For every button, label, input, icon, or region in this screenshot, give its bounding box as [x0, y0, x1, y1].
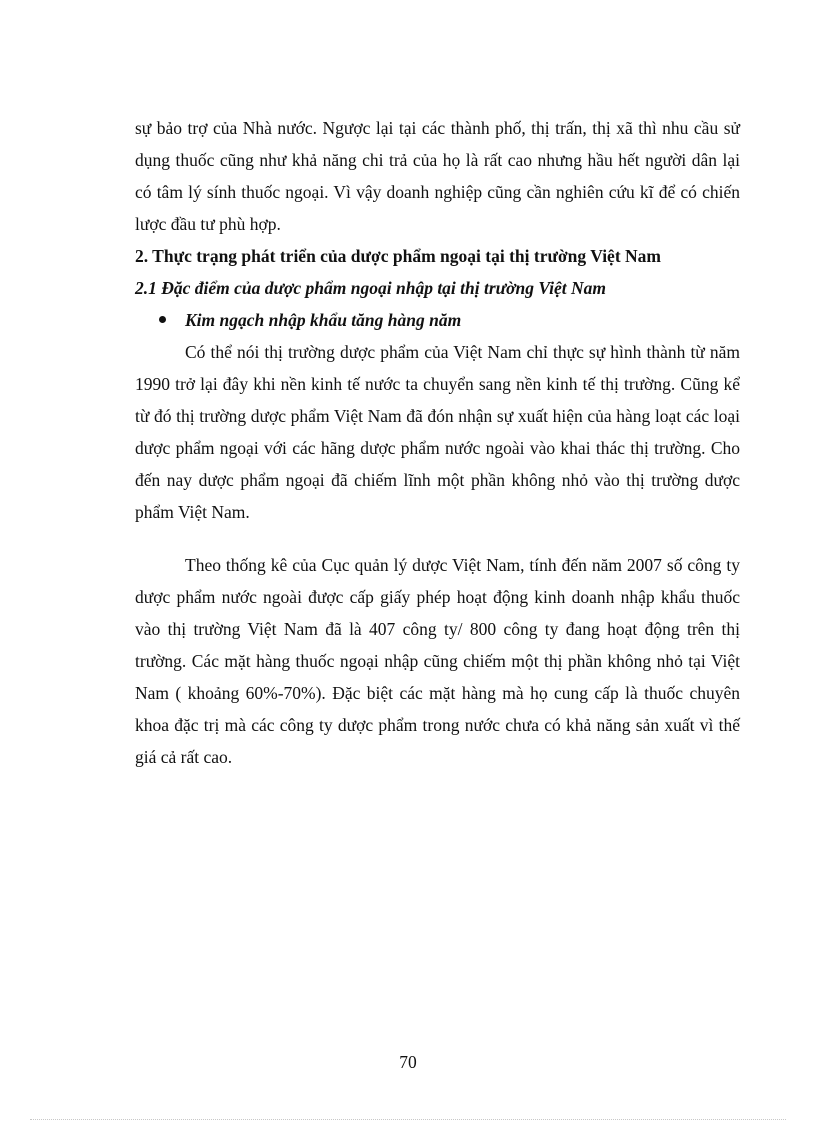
- page-content: [135, 112, 740, 773]
- bullet-item-text: Kim ngạch nhập khẩu tăng hàng năm: [185, 310, 462, 330]
- paragraph-market-history: Có thể nói thị trường dược phẩm của Việt Nam chỉ thực sự hình thành từ năm 1990 trở lại đây khi nền kinh tế nước ta chuyển sang nền kinh tế thị trường. Cũng kể từ đó thị trường dược phẩm Việt Nam đã đón nhận sự xuất hiện của hàng loạt các loại dược phẩm ngoại với các hãng dược phẩm nước ngoài vào khai thác thị trường. Cho đến nay dược phẩm ngoại đã chiếm lĩnh một phần không nhỏ vào thị trường dược phẩm Việt Nam.: [135, 342, 740, 522]
- page-number: 70: [399, 1052, 417, 1072]
- page-bottom-divider: [30, 1119, 786, 1120]
- paragraph-continued: sự bảo trợ của Nhà nước. Ngược lại tại các thành phố, thị trấn, thị xã thì nhu cầu sử dụng thuốc cũng như khả năng chi trả của họ là rất cao nhưng hầu hết người dân lại có tâm lý sính thuốc ngoại. Vì vậy doanh nghiệp cũng cần nghiên cứu kĩ để có chiến lược đầu tư phù hợp.: [135, 118, 740, 234]
- bullet-dot-icon: [159, 316, 166, 323]
- paragraph-statistics: Theo thống kê của Cục quản lý dược Việt Nam, tính đến năm 2007 số công ty dược phẩm nước ngoài được cấp giấy phép hoạt động kinh doanh nhập khẩu thuốc vào thị trường Việt Nam đã là 407 công ty/ 800 công ty đang hoạt động trên thị trường. Các mặt hàng thuốc ngoại nhập cũng chiếm một thị phần không nhỏ tại Việt Nam ( khoảng 60%-70%). Đặc biệt các mặt hàng mà họ cung cấp là thuốc chuyên khoa đặc trị mà các công ty dược phẩm trong nước chưa có khả năng sản xuất vì thế giá cả rất cao.: [135, 555, 740, 767]
- subsection-heading-2-1: 2.1 Đặc điểm của dược phẩm ngoại nhập tại thị trường Việt Nam: [135, 278, 606, 298]
- section-heading-2: 2. Thực trạng phát triển của dược phẩm ngoại tại thị trường Việt Nam: [135, 246, 661, 266]
- bullet-item: [135, 304, 740, 336]
